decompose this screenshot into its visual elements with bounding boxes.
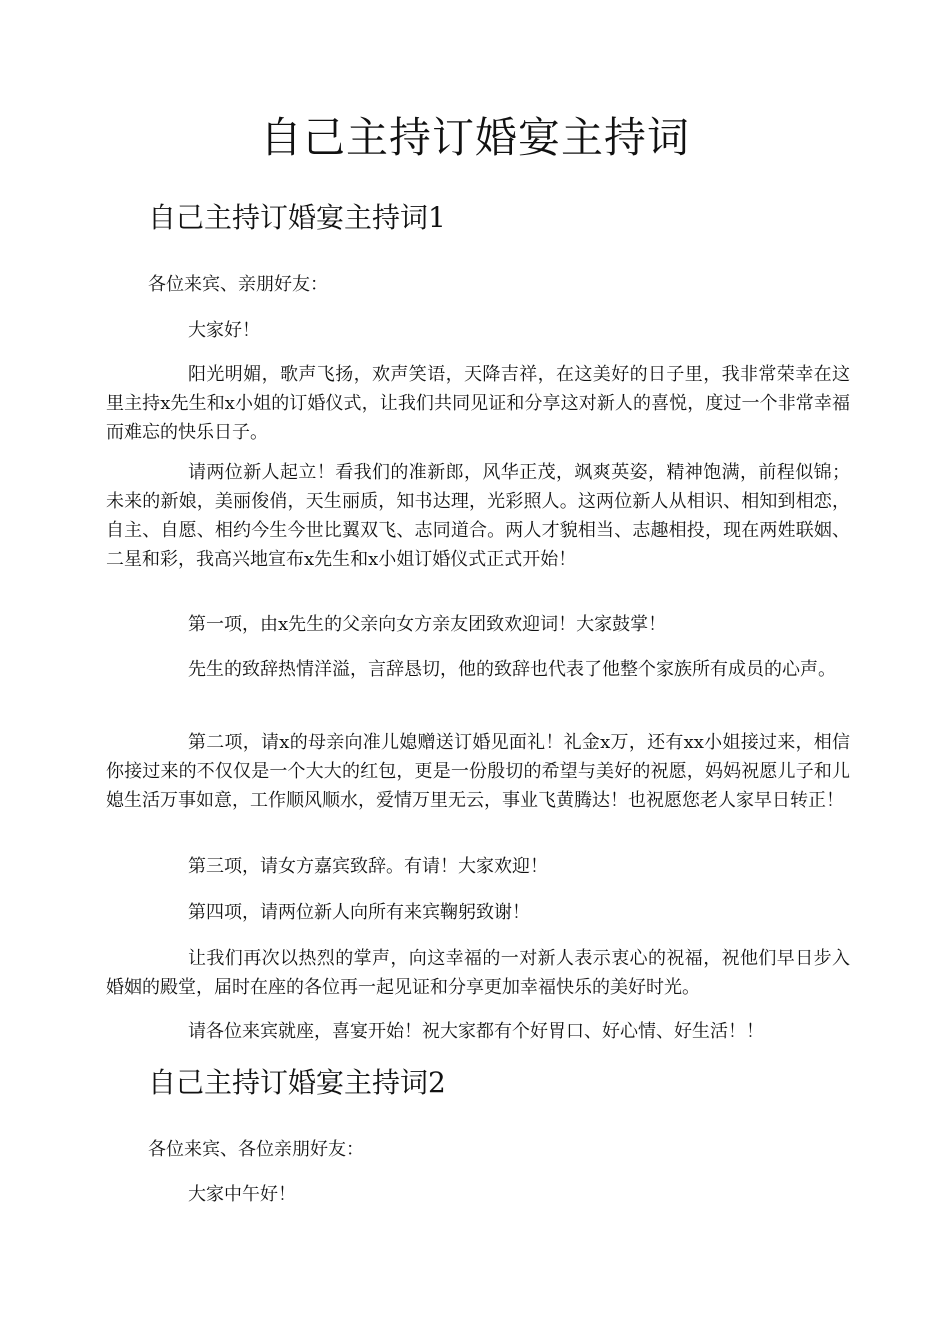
section-2-salutation: 各位来宾、各位亲朋好友： (148, 1139, 364, 1160)
section-1-greeting: 大家好！ (188, 320, 260, 341)
section-2-heading: 自己主持订婚宴主持词2 (148, 1066, 446, 1099)
paragraph: 请各位来宾就座，喜宴开始！祝大家都有个好胃口、好心情、好生活！！ (188, 1021, 764, 1042)
paragraph: 让我们再次以热烈的掌声，向这幸福的一对新人表示衷心的祝福，祝他们早日步入婚姻的殿堂，届时在座的各位再一起见证和分享更加幸福快乐的美好时光。 (106, 948, 850, 998)
section-1-heading: 自己主持订婚宴主持词1 (148, 201, 446, 234)
paragraph: 请两位新人起立！看我们的准新郎，风华正茂，飒爽英姿，精神饱满，前程似锦；未来的新娘，美丽俊俏，天生丽质，知书达理，光彩照人。这两位新人从相识、相知到相恋，自主、自愿、相约今生今世比翼双飞、志同道合。两人才貌相当、志趣相投，现在两姓联姻、二星和彩，我高兴地宣布x先生和x小姐订婚仪式正式开始！ (106, 462, 850, 570)
document-title: 自己主持订婚宴主持词 (259, 113, 690, 162)
paragraph: 第四项，请两位新人向所有来宾鞠躬致谢！ (188, 902, 530, 923)
paragraph: 第二项，请x的母亲向准儿媳赠送订婚见面礼！礼金x万，还有xx小姐接过来，相信你接过来的不仅仅是一个大大的红包，更是一份殷切的希望与美好的祝愿，妈妈祝愿儿子和儿媳生活万事如意，工作顺风顺水，爱情万里无云，事业飞黄腾达！也祝愿您老人家早日转正！ (106, 732, 850, 811)
paragraph: 阳光明媚，歌声飞扬，欢声笑语，天降吉祥，在这美好的日子里，我非常荣幸在这里主持x先生和x小姐的订婚仪式，让我们共同见证和分享这对新人的喜悦，度过一个非常幸福而难忘的快乐日子。 (106, 364, 850, 443)
section-1-salutation: 各位来宾、亲朋好友： (148, 274, 328, 295)
section-2-greeting: 大家中午好！ (188, 1184, 296, 1205)
paragraph: 先生的致辞热情洋溢，言辞恳切，他的致辞也代表了他整个家族所有成员的心声。 (188, 659, 836, 680)
paragraph: 第三项，请女方嘉宾致辞。有请！大家欢迎！ (188, 856, 548, 877)
paragraph: 第一项，由x先生的父亲向女方亲友团致欢迎词！大家鼓掌！ (188, 614, 667, 635)
